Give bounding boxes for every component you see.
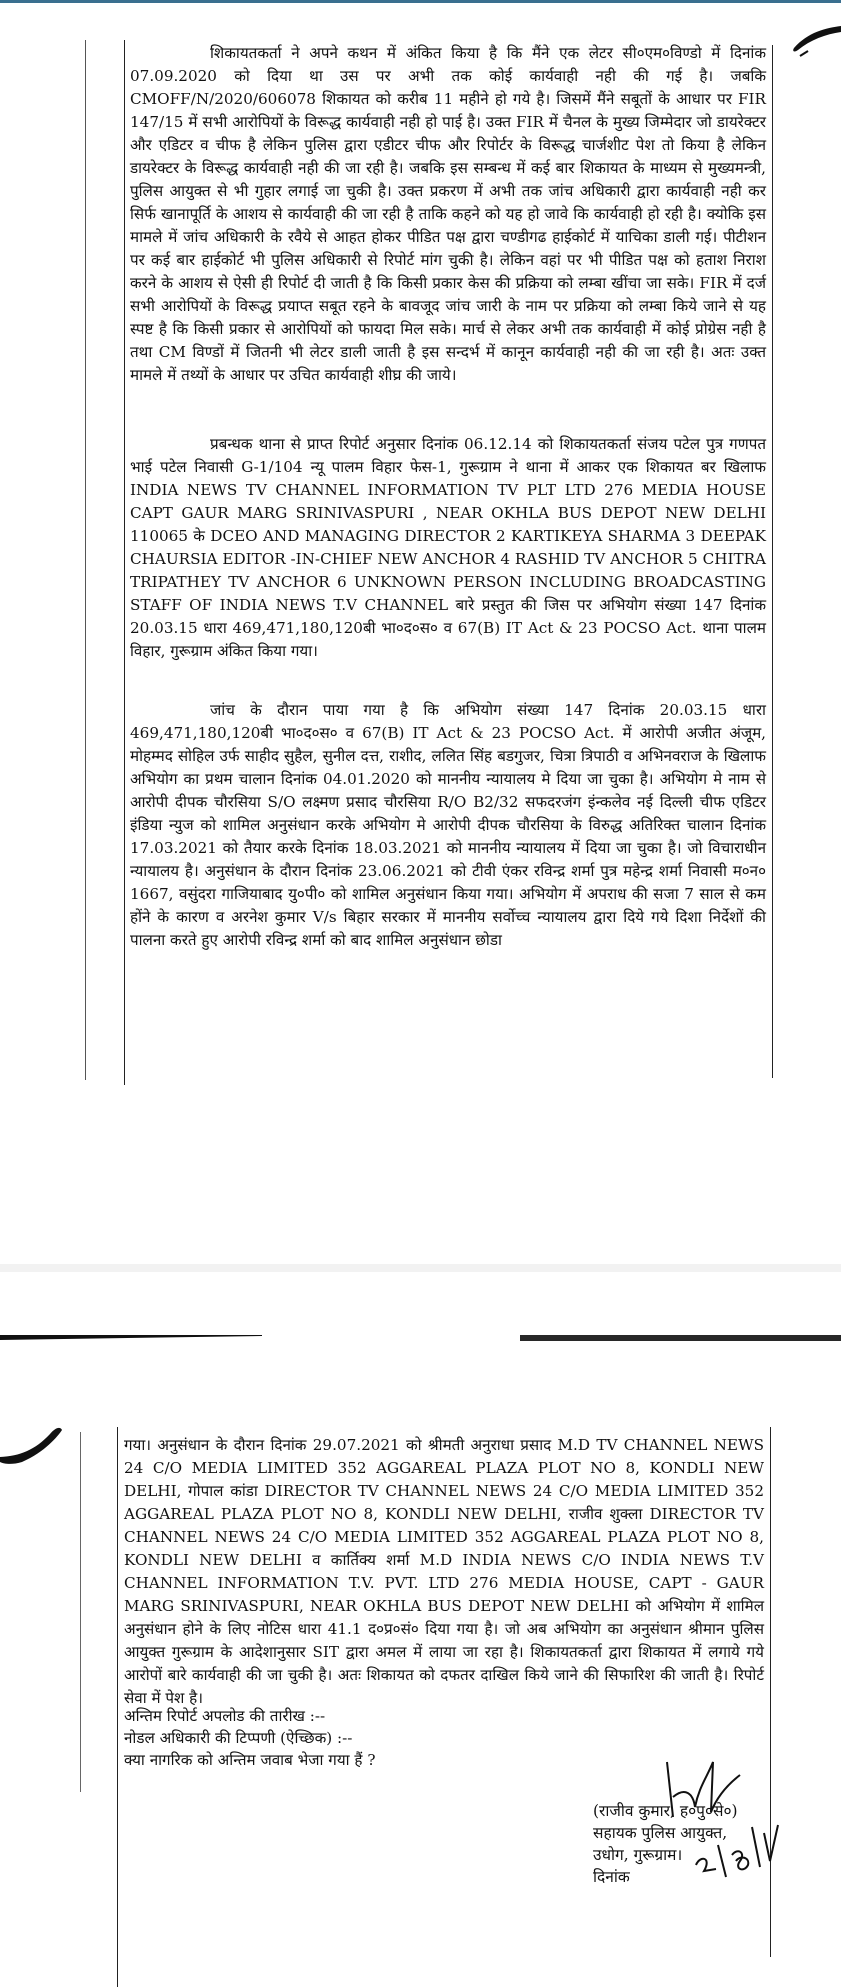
final-report-form	[124, 1705, 584, 1771]
handwritten-date-icon	[690, 1817, 780, 1887]
scan-edge-right	[520, 1335, 841, 1341]
continued-investigation-paragraph: गया। अनुसंधान के दौरान दिनांक 29.07.2021 को श्रीमती अनुराधा प्रसाद M.D TV CHANNEL NEWS 24 C/O MEDIA LIMITED 352 AGGAREAL PLAZA PLOT NO 8, KONDLI NEW DELHI, गोपाल कांडा DIRECTOR TV CHANNEL NEWS 24 C/O MEDIA LIMITED 352 AGGAREAL PLAZA PLOT NO 8, KONDLI NEW DELHI, राजीव शुक्ला DIRECTOR TV CHANNEL NEWS 24 C/O MEDIA LIMITED 352 AGGAREAL PLAZA PLOT NO 8, KONDLI NEW DELHI व कार्तिक्य शर्मा M.D INDIA NEWS C/O INDIA NEWS T.V CHANNEL INFORMATION T.V. PVT. LTD 276 MEDIA HOUSE, CAPT - GAUR MARG SRINIVASPURI, NEAR OKHLA BUS DEPOT NEW DELHI को अभियोग में शामिल अनुसंधान होने के लिए नोटिस धारा 41.1 द०प्र०सं० दिया गया है। जो अब अभियोग का अनुसंधान श्रीमान पुलिस आयुक्त गुरूग्राम के आदेशानुसार SIT द्वारा अमल में लाया जा रहा है। शिकायतकर्ता द्वारा शिकायत में लगाये गये आरोपों बारे कार्यवाही की जा चुकी है। अतः शिकायत को दफतर दाखिल किये जाने की सिफारिश की जाती है। रिपोर्ट सेवा में पेश है।	[124, 1436, 764, 1707]
form-field-final-reply-sent	[124, 1749, 584, 1771]
left-border-line	[124, 40, 125, 1085]
date-label: दिनांक	[593, 1868, 630, 1886]
form-label: क्या नागरिक को अन्तिम जवाब भेजा गया हैं ?	[124, 1751, 376, 1769]
page2-body	[124, 1434, 764, 1710]
form-field-upload-date	[124, 1705, 584, 1727]
right-border-line	[772, 45, 773, 1078]
left-margin-line-outer	[80, 1432, 81, 1792]
scan-edge-left	[0, 1335, 262, 1340]
page-separator	[0, 1264, 841, 1272]
investigation-paragraph: जांच के दौरान पाया गया है कि अभियोग संख्या 147 दिनांक 20.03.15 धारा 469,471,180,120बी भा०द०स० व 67(B) IT Act & 23 POCSO Act. में आरोपी अजीत अंजूम, मोहम्मद सोहिल उर्फ साहीद सुहैल, सुनील दत्त, राशीद, ललित सिंह बडगुजर, चित्रा त्रिपाठी व अभिनवराज के खिलाफ अभियोग का प्रथम चालान दिनांक 04.01.2020 को माननीय न्यायालय मे दिया जा चुका है। अभियोग मे नाम से आरोपी दीपक चौरसिया S/O लक्ष्मण प्रसाद चौरसिया R/O B2/32 सफदरजंग इंन्कलेव नई दिल्ली चीफ एडिटर इंडिया न्युज को शामिल अनुसंधान करके अभियोग मे आरोपी दीपक चौरसिया के विरुद्ध अतिरिक्त चालान दिनांक 17.03.2021 को तैयार करके दिनांक 18.03.2021 को माननीय न्यायालय में दिया जा चुका है। जो विचाराधीन न्यायालय है। अनुसंधान के दौरान दिनांक 23.06.2021 को टीवी एंकर रविन्द्र शर्मा पुत्र महेन्द्र शर्मा निवासी म०न० 1667, वसुंदरा गाजियाबाद यु०पी० को शामिल अनुसंधान किया गया। अभियोग में अपराध की सजा 7 साल से कम होंने के कारण व अरनेश कुमार V/s बिहार सरकार में माननीय सर्वोच्च न्यायालय द्वारा दिये गये दिशा निर्देशों की पालना करते हुए आरोपी रविन्द्र शर्मा को बाद शामिल अनुसंधान छोडा	[130, 701, 766, 949]
form-field-nodal-remark	[124, 1727, 584, 1749]
complaint-summary-paragraph: शिकायतकर्ता ने अपने कथन में अंकित किया है कि मैंने एक लेटर सी०एम०विण्डो में दिनांक 07.09.2020 को दिया था उस पर अभी तक कोई कार्यवाही नही की गई है। जबकि CMOFF/N/2020/606078 शिकायत को करीब 11 महीने हो गये है। जिसमें मैंने सबूतों के आधार पर FIR 147/15 में सभी आरोपियों के विरूद्ध कार्यवाही नही हो पाई है। उक्त FIR में चैनल के मुख्य जिम्मेदार जो डायरेक्टर और एडिटर व चीफ है लेकिन पुलिस द्वारा एडीटर चीफ और रिपोर्टर के विरूद्ध चार्जशीट पेश तो किया है लेकिन डायरेक्टर के विरूद्ध कार्यवाही नही की जा रही है। जबकि इस सम्बन्ध में कई बार शिकायत के माध्यम से मुख्यमन्त्री, पुलिस आयुक्त से भी गुहार लगाई जा चुकी है। उक्त प्रकरण में अभी तक जांच अधिकारी द्वारा कार्यवाही नही कर सिर्फ खानापूर्ति के आशय से कार्यवाही की जा रही है ताकि कहने को यह हो जावे कि कार्यवाही हो रही है। क्योकि इस मामले में जांच अधिकारी के रवैये से आहत होकर पीडित पक्ष द्वारा चण्डीगढ हाईकोर्ट में याचिका डाली गई। पीटीशन पर कई बार हाईकोर्ट भी पुलिस अधिकारी से रिपोर्ट मांग चुकी है। लेकिन वहां पर भी पीडित पक्ष को हताश निराश करने के आशय से ऐसी ही रिपोर्ट दी जाती है कि किसी प्रकार केस की प्रक्रिया को लम्बा खींचा जा सके। FIR में दर्ज सभी आरोपियों के विरूद्ध प्रयाप्त सबूत रहने के बावजूद जांच जारी के नाम पर प्रक्रिया को लम्बा किये जाने से यह स्पष्ट है कि किसी प्रकार से आरोपियों को फायदा मिल सके। मार्च से लेकर अभी तक कार्यवाही में कोई प्रोग्रेस नही है तथा CM विण्डों में जितनी भी लेटर डाली जाती है इस सन्दर्भ में कानून कार्यवाही नही की जा रही है। अतः उक्त मामले में तथ्यों के आधार पर उचित कार्यवाही शीघ्र की जाये।	[130, 44, 766, 384]
scanned-page-2	[0, 1272, 841, 1975]
station-report-paragraph: प्रबन्धक थाना से प्राप्त रिपोर्ट अनुसार दिनांक 06.12.14 को शिकायतकर्ता संजय पटेल पुत्र गणपत भाई पटेल निवासी G-1/104 न्यू पालम विहार फेस-1, गुरूग्राम ने थाना में आकर एक शिकायत बर खिलाफ INDIA NEWS TV CHANNEL INFORMATION TV PLT LTD 276 MEDIA HOUSE CAPT GAUR MARG SRINIVASPURI , NEAR OKHLA BUS DEPOT NEW DELHI 110065 के DCEO AND MANAGING DIRECTOR 2 KARTIKEYA SHARMA 3 DEEPAK CHAURSIA EDITOR -IN-CHIEF NEW ANCHOR 4 RASHID TV ANCHOR 5 CHITRA TRIPATHEY TV ANCHOR 6 UNKNOWN PERSON INCLUDING BROADCASTING STAFF OF INDIA NEWS T.V CHANNEL बारे प्रस्तुत की जिस पर अभियोग संख्या 147 दिनांक 20.03.15 धारा 469,471,180,120बी भा०द०स० व 67(B) IT Act & 23 POCSO Act. थाना पालम विहार, गुरूग्राम अंकित किया गया।	[130, 435, 766, 660]
ink-mark-icon	[0, 1422, 70, 1467]
form-label: नोडल अधिकारी की टिप्पणी (ऐच्छिक) :--	[124, 1729, 353, 1747]
officer-designation: सहायक पुलिस आयुक्त,	[593, 1824, 728, 1842]
officer-name: (राजीव कुमार, ह०पु०से०)	[593, 1802, 738, 1820]
form-label: अन्तिम रिपोर्ट अपलोड की तारीख :--	[124, 1707, 326, 1725]
officer-office: उधोग, गुरूग्राम।	[593, 1846, 683, 1864]
page1-body	[130, 42, 766, 952]
ink-mark-icon	[786, 18, 841, 60]
left-border-line	[117, 1427, 118, 1987]
left-margin-line-outer	[85, 40, 86, 1080]
